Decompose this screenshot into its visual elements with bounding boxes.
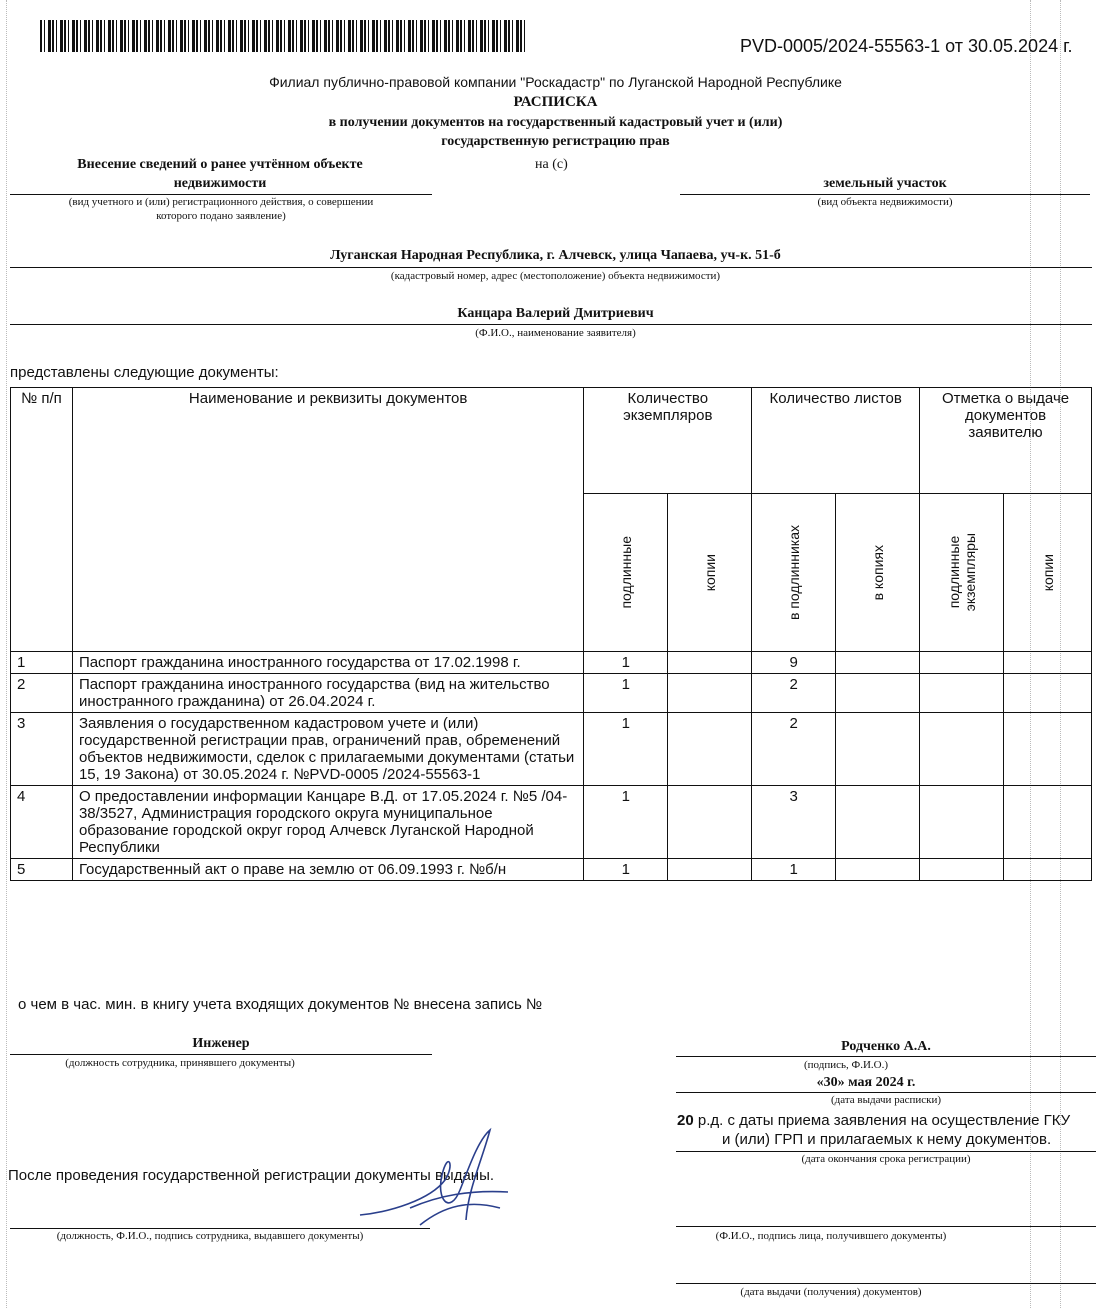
- organization: Филиал публично-правовой компании "Роскадастр" по Луганской Народной Республике: [269, 74, 842, 90]
- document-subtitle-1: в получении документов на государственный кадастровый учет и (или): [328, 115, 783, 130]
- document-subtitle-2: государственную регистрацию прав: [441, 134, 670, 149]
- table-row: 5 Государственный акт о праве на землю от 06.09.1993 г. №б/н 1 1: [11, 859, 1092, 881]
- staff-position-caption: (должность сотрудника, принявшего документы): [65, 1057, 295, 1069]
- staff-name-caption: (подпись, Ф.И.О.): [804, 1059, 888, 1071]
- record-line: о чем в час. мин. в книгу учета входящих документов № внесена запись №: [18, 996, 543, 1013]
- sub-copies2: копии: [1039, 553, 1056, 592]
- action-value-1: Внесение сведений о ранее учтённом объекте: [77, 157, 363, 172]
- staff-name-line: [676, 1056, 1096, 1057]
- sub-in-copies: в копиях: [869, 544, 886, 601]
- sub-orig-ex: подлинные экземпляры: [945, 533, 978, 612]
- receipt-caption: (дата выдачи (получения) документов): [740, 1286, 922, 1298]
- action-caption-2: которого подано заявление): [156, 210, 286, 222]
- object-type-value: земельный участок: [823, 176, 947, 191]
- header-copies: Количество экземпляров: [584, 388, 752, 494]
- header-mark: Отметка о выдаче документов заявителю: [920, 388, 1092, 494]
- sub-in-orig: в подлинниках: [785, 524, 802, 621]
- action-line: [10, 194, 432, 195]
- action-caption-1: (вид учетного и (или) регистрационного действия, о совершении: [68, 196, 374, 208]
- table-row: 4 О предоставлении информации Канцаре В.Д. от 17.05.2024 г. №5 /04-38/3527, Администрация городского округа муниципальное образование городской округ город Алчевск Луганской Народной Республики 1 3: [11, 786, 1092, 859]
- term-line: [676, 1151, 1096, 1152]
- applicant-caption: (Ф.И.О., наименование заявителя): [475, 327, 636, 339]
- address-caption: (кадастровый номер, адрес (местоположение) объекта недвижимости): [390, 270, 721, 282]
- address-value: Луганская Народная Республика, г. Алчевск, улица Чапаева, уч-к. 51-б: [330, 248, 781, 263]
- document-number: PVD-0005/2024-55563-1 от 30.05.2024 г.: [740, 36, 1073, 56]
- term-text-2: и (или) ГРП и прилагаемых к нему документов.: [722, 1131, 1052, 1148]
- barcode: [40, 20, 528, 52]
- term-caption: (дата окончания срока регистрации): [801, 1153, 971, 1165]
- document-title: РАСПИСКА: [513, 94, 598, 110]
- table-row: 1 Паспорт гражданина иностранного государства от 17.02.1998 г. 1 9: [11, 652, 1092, 674]
- object-type-caption: (вид объекта недвижимости): [817, 196, 953, 208]
- signature-scribble: [350, 1120, 520, 1230]
- staff-position-line: [10, 1054, 432, 1055]
- header-sheets: Количество листов: [752, 388, 920, 494]
- applicant-value: Канцара Валерий Дмитриевич: [457, 306, 654, 321]
- receipt-line: [676, 1283, 1096, 1284]
- staff-position: Инженер: [192, 1036, 250, 1051]
- applicant-line: [10, 324, 1092, 325]
- sub-copies: копии: [701, 553, 718, 592]
- table-row: 2 Паспорт гражданина иностранного государства (вид на жительство иностранного гражданина) от 26.04.2024 г. 1 2: [11, 674, 1092, 713]
- header-num: № п/п: [11, 388, 73, 652]
- issue-date: «30» мая 2024 г.: [816, 1075, 916, 1090]
- receiver-line: [676, 1226, 1096, 1227]
- na-label: на (с): [535, 157, 568, 172]
- term-text-1: р.д. с даты приема заявления на осуществление ГКУ: [697, 1112, 1071, 1129]
- term-days: 20: [677, 1112, 694, 1129]
- table-row: 3 Заявления о государственном кадастровом учете и (или) государственной регистрации прав, ограничений прав, обременений объектов недвижимости, сделок с прилагаемыми документами (статьи 15, 19 Закона) от 30.05.2024 г. №PVD-0005 /2024-55563-1 1 2: [11, 713, 1092, 786]
- action-value-2: недвижимости: [173, 176, 267, 191]
- header-name: Наименование и реквизиты документов: [72, 388, 583, 652]
- after-registration-text: После проведения государственной регистрации документы выданы.: [8, 1167, 495, 1184]
- issue-date-line: [676, 1092, 1096, 1093]
- sub-orig: подлинные: [617, 536, 634, 609]
- staff-name: Родченко А.А.: [841, 1039, 931, 1054]
- object-type-line: [680, 194, 1090, 195]
- address-line: [10, 267, 1092, 268]
- issuer-line: [10, 1228, 430, 1229]
- documents-table: [10, 387, 1092, 881]
- receiver-caption: (Ф.И.О., подпись лица, получившего документы): [715, 1230, 947, 1242]
- intro-text: представлены следующие документы:: [10, 364, 279, 381]
- issue-date-caption: (дата выдачи расписки): [830, 1094, 942, 1106]
- issuer-caption: (должность, Ф.И.О., подпись сотрудника, выдавшего документы): [56, 1230, 364, 1242]
